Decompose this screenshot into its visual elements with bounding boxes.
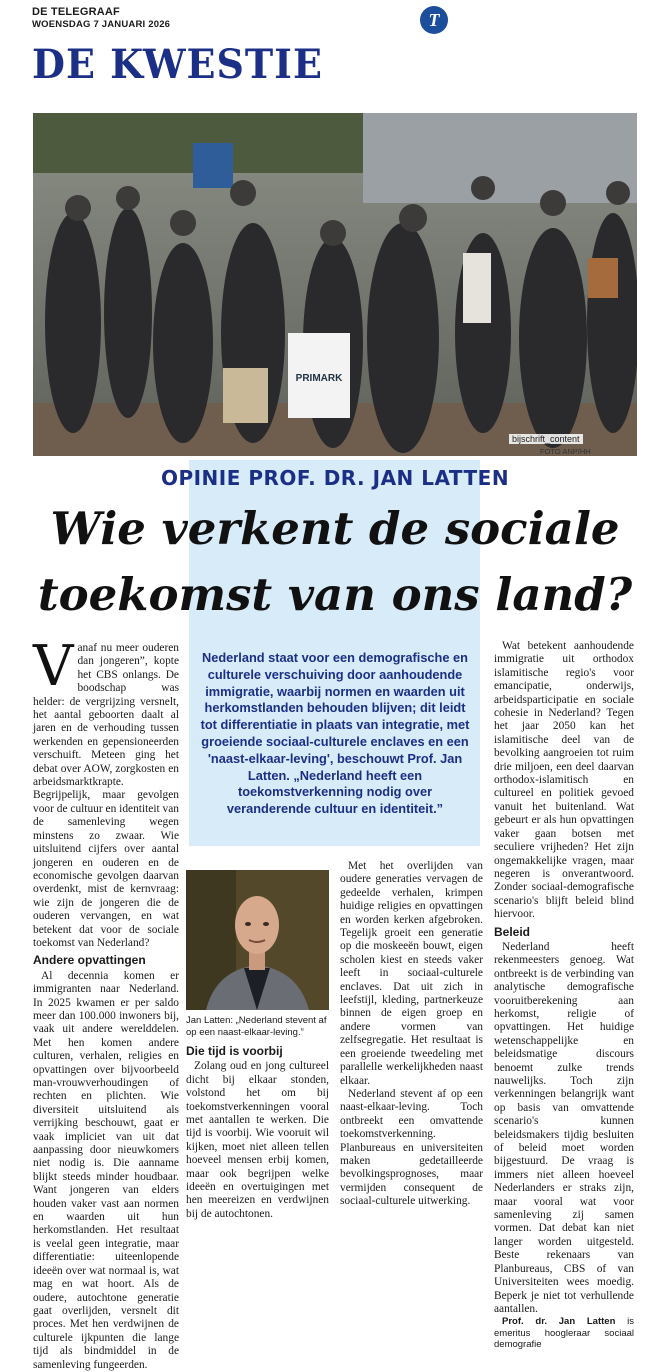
section-title: DE KWESTIE [32, 40, 323, 88]
crowd-photo-illustration [33, 113, 637, 456]
subheading-die-tijd-is-voorbij: Die tijd is voorbij [186, 1044, 283, 1058]
author-portrait [186, 870, 329, 1010]
body-paragraph: Al decennia komen er immigranten naar Nederland. In 2025 kwamen er per saldo meer dan 100.000 inwoners bij, vaak uit andere werelddelen. Met hen komen andere culturen, verhalen, religies en opvattingen over bijvoorbeeld man-vrouwverhoudingen of rechten en plichten. Wie diversiteit uitsluitend als verrijking beschouwt, gaat er vaak impliciet van uit dat aanpassing door nieuwkomers niet nodig is. Die aanname blijkt steeds minder houdbaar. Want jongeren van elders houden vaker vast aan normen en waarden uit hun herkomstlanden. Het resultaat is veelal geen integratie, maar differentiatie: uiteenlopende ideeën over wat normaal is, wat mag en wat hoort. Als de oudere, autochtone generatie gaat overlijden, versnelt dit proces. Met hen verdwijnen de culturele ijkpunten die lange tijd als bindmiddel in de samenleving fungeerden. [33, 969, 179, 1371]
body-paragraph: Nederland heeft rekenmeesters genoeg. Wat ontbreekt is de verbinding van analytische demografische vooruitberekening aan herkomst, religie of opvattingen. Het huidige wetenschappelijke en beleidsmatige discours benoemt zulke trends nauwelijks. Toch zijn verkenningen belangrijk want op basis van omvattende scenario's kunnen beleidsmakers tijdig besluiten of beleid moet worden bijgestuurd. De vraag is immers niet alleen hoeveel Nederlanders er straks zijn, maar vooral wat voor samenleving zij samen vormen. Dat debat kan niet langer worden uitgesteld. Beste rekenaars van Planbureaus, CBS of van Universiteiten wees moedig. Beperk je niet tot verhullende aantallen. [494, 940, 634, 1315]
article-intro: Nederland staat voor een demografische en culturele verschuiving door aanhoudende immigratie, waarbij normen en waarden uit herkomstlanden behouden blijven; dit leidt tot differentiatie in plaats van integratie, met groeiende sociaal-culturele enclaves en een 'naast-elkaar-leving', beschouwt Prof. Jan Latten. „Nederland heeft een toekomstverkenning nodig over veranderende cultuur en identiteit.” [200, 650, 470, 817]
author-role: is emeritus hoogleraar sociaal demografie [494, 1316, 634, 1351]
column-2 [186, 1041, 329, 1221]
subheading-andere-opvattingen: Andere opvattingen [33, 953, 146, 968]
body-paragraph: Nederland stevent af op een naast-elkaar-leving. Toch ontbreekt een omvattende toekomstverkenning. Planbureaus en universiteiten maken gedetailleerde bevolkingsprognoses, maar vermijden consequent de sociaal-culturele uitwerking. [340, 1087, 483, 1208]
column-4 [494, 640, 634, 1351]
masthead [32, 6, 622, 36]
headline-line-1: Wie verkent de sociale [50, 502, 620, 555]
subheading-beleid: Beleid [494, 924, 531, 939]
body-paragraph: anaf nu meer ouderen dan jongeren”, kopte het CBS onlangs. De boodschap was helder: de vergrijzing versnelt, het aantal geboorten daalt al jaren en de verhouding tussen werkenden en gepensioneerden verschuift. Meteen ging het debat over AOW, zorgkosten en arbeidsmarktkrapte. Begrijpelijk, maar gevolgen voor de cultuur en identiteit van de samenleving wegen minstens zo zwaar. Wie uitsluitend cijfers over aantal jongeren en ouderen en de economische gevolgen daarvan overdenkt, mist de kernvraag: wie zijn de jongeren die de ouderen vervangen, en wat betekent dat voor de sociale toekomst van Nederland? [33, 642, 179, 949]
photo-credit: FOTO ANP/HH [540, 447, 591, 456]
portrait-caption: Jan Latten: „Nederland stevent af op een naast-elkaar-leving.” [186, 1015, 327, 1038]
crowd-photo [33, 113, 637, 456]
column-1 [33, 634, 179, 1372]
drop-cap: V [33, 634, 74, 699]
author-name: Prof. dr. Jan Latten [502, 1316, 616, 1328]
shopping-bag-text: PRIMARK [295, 373, 343, 384]
body-paragraph: Met het overlijden van oudere generaties vervagen de gedeelde verhalen, krimpen huidige religies en opvattingen en worden kerken afgebroken. Tegelijk groeit een generatie op die moskeeën bouwt, eigen scholen kiest en steeds vaker leeft in sociaal-culturele enclaves. Dat uit zich in leefstijl, kleding, partnerkeuze binnen de eigen groep en andere vormen van zelfsegregatie. Het resultaat is een groeiende tweedeling met parallelle werkelijkheden naast elkaar. [340, 860, 483, 1087]
paper-name: DE TELEGRAAF [32, 6, 120, 18]
article-kicker: OPINIE PROF. DR. JAN LATTEN [160, 466, 510, 490]
author-portrait-illustration [186, 870, 329, 1010]
column-3 [340, 860, 483, 1209]
body-paragraph: Zolang oud en jong cultureel dicht bij elkaar stonden, volstond het om bij toekomstverkenningen vooral met aantallen te werken. Die tijd is voorbij. Wie vooruit wil kijken, moet niet alleen tellen hoeveel mensen erbij komen, maar ook begrijpen welke ideeën en overtuigingen met hen meereizen en verdwijnen bij de autochtonen. [186, 1060, 329, 1220]
article-headline [20, 496, 646, 628]
photo-caption: bijschrift_content [509, 434, 583, 444]
publication-date: WOENSDAG 7 JANUARI 2026 [32, 19, 171, 30]
author-byline [494, 1316, 634, 1351]
headline-line-2: toekomst van ons land? [37, 568, 633, 621]
telegraaf-logo-icon: T [420, 6, 448, 34]
body-paragraph: Wat betekent aanhoudende immigratie uit orthodox islamitische regio's voor emancipatie, onderwijs, arbeidsparticipatie en sociale cohesie in Nederland? Tegen het jaar 2050 kan het islamitische deel van de bevolking aangroeien tot ruim drie miljoen, een deel daarvan orthodox-islamitisch en cultureel en politiek gevoed vanuit het buitenland. Wat gebeurt er als hun opvattingen vaker gaan botsen met seculiere vrijheden? Het zijn ongemakkelijke vragen, maar negeren is onverantwoord. Zonder sociaal-demografische scenario's blijft beleid blind hiervoor. [494, 640, 634, 921]
